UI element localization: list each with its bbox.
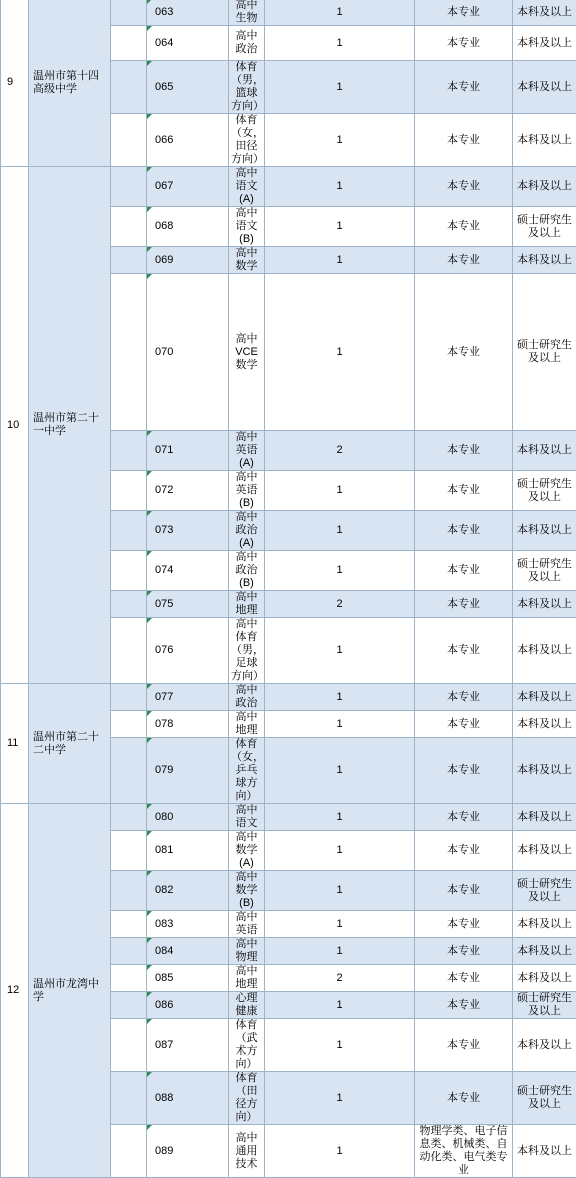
subject: 高中英语(B) xyxy=(229,471,265,511)
position-code: 069 xyxy=(147,247,229,274)
subject: 体育（女，田径方向） xyxy=(229,114,265,167)
subject: 高中语文 xyxy=(229,804,265,831)
subject: 高中语文(A) xyxy=(229,167,265,207)
subject: 高中体育（男，足球方向） xyxy=(229,618,265,684)
hire-count: 1 xyxy=(265,804,415,831)
subject: 高中数学 xyxy=(229,247,265,274)
code-marker-cell xyxy=(111,114,147,167)
hire-count: 1 xyxy=(265,26,415,61)
education-requirement: 本科及以上 xyxy=(513,804,576,831)
subject: 高中英语 xyxy=(229,911,265,938)
education-requirement: 本科及以上 xyxy=(513,965,576,992)
position-code: 064 xyxy=(147,26,229,61)
education-requirement: 本科及以上 xyxy=(513,831,576,871)
position-code: 070 xyxy=(147,274,229,431)
education-requirement: 本科及以上 xyxy=(513,711,576,738)
group-index: 11 xyxy=(1,684,29,804)
code-marker-cell xyxy=(111,167,147,207)
subject: 体育（田径方向） xyxy=(229,1072,265,1125)
subject: 高中地理 xyxy=(229,711,265,738)
hire-count: 1 xyxy=(265,274,415,431)
education-requirement: 本科及以上 xyxy=(513,684,576,711)
position-code: 065 xyxy=(147,61,229,114)
education-requirement: 本科及以上 xyxy=(513,911,576,938)
subject: 体育（武术方向） xyxy=(229,1019,265,1072)
major-requirement: 本专业 xyxy=(415,471,513,511)
code-marker-cell xyxy=(111,471,147,511)
subject: 高中政治 xyxy=(229,684,265,711)
education-requirement: 本科及以上 xyxy=(513,247,576,274)
major-requirement: 本专业 xyxy=(415,551,513,591)
major-requirement: 物理学类、电子信息类、机械类、自动化类、电气类专业 xyxy=(415,1125,513,1178)
education-requirement: 本科及以上 xyxy=(513,591,576,618)
education-requirement: 本科及以上 xyxy=(513,167,576,207)
hire-count: 1 xyxy=(265,911,415,938)
hire-count: 1 xyxy=(265,167,415,207)
position-code: 080 xyxy=(147,804,229,831)
subject: 高中物理 xyxy=(229,938,265,965)
school-name: 温州市第十四高级中学 xyxy=(29,0,111,167)
code-marker-cell xyxy=(111,938,147,965)
position-code: 085 xyxy=(147,965,229,992)
education-requirement: 本科及以上 xyxy=(513,0,576,26)
subject: 高中VCE数学 xyxy=(229,274,265,431)
education-requirement: 本科及以上 xyxy=(513,618,576,684)
subject: 高中政治(A) xyxy=(229,511,265,551)
major-requirement: 本专业 xyxy=(415,431,513,471)
group-index: 12 xyxy=(1,804,29,1178)
code-marker-cell xyxy=(111,1019,147,1072)
table-row xyxy=(1,0,576,26)
subject: 高中地理 xyxy=(229,591,265,618)
education-requirement: 硕士研究生及以上 xyxy=(513,471,576,511)
code-marker-cell xyxy=(111,738,147,804)
table-row xyxy=(1,804,576,831)
hire-count: 1 xyxy=(265,1072,415,1125)
code-marker-cell xyxy=(111,804,147,831)
hire-count: 1 xyxy=(265,1125,415,1178)
major-requirement: 本专业 xyxy=(415,711,513,738)
hire-count: 1 xyxy=(265,471,415,511)
subject: 高中语文(B) xyxy=(229,207,265,247)
code-marker-cell xyxy=(111,831,147,871)
position-code: 087 xyxy=(147,1019,229,1072)
code-marker-cell xyxy=(111,61,147,114)
school-name: 温州市第二十二中学 xyxy=(29,684,111,804)
subject: 高中数学(B) xyxy=(229,871,265,911)
table-body xyxy=(1,0,576,1178)
hire-count: 1 xyxy=(265,871,415,911)
education-requirement: 本科及以上 xyxy=(513,738,576,804)
code-marker-cell xyxy=(111,591,147,618)
hire-count: 2 xyxy=(265,591,415,618)
hire-count: 1 xyxy=(265,684,415,711)
major-requirement: 本专业 xyxy=(415,591,513,618)
school-name: 温州市龙湾中学 xyxy=(29,804,111,1178)
hire-count: 1 xyxy=(265,992,415,1019)
code-marker-cell xyxy=(111,431,147,471)
position-code: 078 xyxy=(147,711,229,738)
code-marker-cell xyxy=(111,1072,147,1125)
subject: 高中政治 xyxy=(229,26,265,61)
major-requirement: 本专业 xyxy=(415,871,513,911)
hire-count: 2 xyxy=(265,431,415,471)
major-requirement: 本专业 xyxy=(415,804,513,831)
major-requirement: 本专业 xyxy=(415,831,513,871)
education-requirement: 本科及以上 xyxy=(513,1019,576,1072)
hire-count: 1 xyxy=(265,0,415,26)
hire-count: 1 xyxy=(265,61,415,114)
position-code: 063 xyxy=(147,0,229,26)
subject: 体育（女，乒乓球方向） xyxy=(229,738,265,804)
position-code: 084 xyxy=(147,938,229,965)
position-code: 073 xyxy=(147,511,229,551)
education-requirement: 硕士研究生及以上 xyxy=(513,992,576,1019)
major-requirement: 本专业 xyxy=(415,618,513,684)
position-code: 071 xyxy=(147,431,229,471)
education-requirement: 本科及以上 xyxy=(513,938,576,965)
table-row xyxy=(1,167,576,207)
major-requirement: 本专业 xyxy=(415,114,513,167)
position-code: 077 xyxy=(147,684,229,711)
hire-count: 2 xyxy=(265,965,415,992)
position-code: 079 xyxy=(147,738,229,804)
education-requirement: 本科及以上 xyxy=(513,26,576,61)
code-marker-cell xyxy=(111,551,147,591)
position-code: 074 xyxy=(147,551,229,591)
education-requirement: 本科及以上 xyxy=(513,511,576,551)
group-index: 9 xyxy=(1,0,29,167)
hire-count: 1 xyxy=(265,1019,415,1072)
code-marker-cell xyxy=(111,992,147,1019)
major-requirement: 本专业 xyxy=(415,911,513,938)
hire-count: 1 xyxy=(265,738,415,804)
subject: 高中政治(B) xyxy=(229,551,265,591)
education-requirement: 本科及以上 xyxy=(513,1125,576,1178)
hire-count: 1 xyxy=(265,618,415,684)
major-requirement: 本专业 xyxy=(415,61,513,114)
position-code: 081 xyxy=(147,831,229,871)
position-code: 067 xyxy=(147,167,229,207)
code-marker-cell xyxy=(111,1125,147,1178)
position-code: 089 xyxy=(147,1125,229,1178)
major-requirement: 本专业 xyxy=(415,247,513,274)
code-marker-cell xyxy=(111,871,147,911)
code-marker-cell xyxy=(111,911,147,938)
position-code: 083 xyxy=(147,911,229,938)
major-requirement: 本专业 xyxy=(415,26,513,61)
code-marker-cell xyxy=(111,0,147,26)
table-row xyxy=(1,684,576,711)
major-requirement: 本专业 xyxy=(415,511,513,551)
code-marker-cell xyxy=(111,965,147,992)
code-marker-cell xyxy=(111,618,147,684)
major-requirement: 本专业 xyxy=(415,965,513,992)
major-requirement: 本专业 xyxy=(415,1019,513,1072)
education-requirement: 本科及以上 xyxy=(513,61,576,114)
hire-count: 1 xyxy=(265,207,415,247)
hire-count: 1 xyxy=(265,247,415,274)
subject: 高中生物 xyxy=(229,0,265,26)
education-requirement: 硕士研究生及以上 xyxy=(513,207,576,247)
major-requirement: 本专业 xyxy=(415,167,513,207)
major-requirement: 本专业 xyxy=(415,1072,513,1125)
hire-count: 1 xyxy=(265,114,415,167)
subject: 高中地理 xyxy=(229,965,265,992)
subject: 高中英语(A) xyxy=(229,431,265,471)
hire-count: 1 xyxy=(265,938,415,965)
education-requirement: 硕士研究生及以上 xyxy=(513,274,576,431)
position-code: 086 xyxy=(147,992,229,1019)
hire-count: 1 xyxy=(265,511,415,551)
position-code: 088 xyxy=(147,1072,229,1125)
major-requirement: 本专业 xyxy=(415,0,513,26)
code-marker-cell xyxy=(111,26,147,61)
code-marker-cell xyxy=(111,274,147,431)
major-requirement: 本专业 xyxy=(415,207,513,247)
education-requirement: 硕士研究生及以上 xyxy=(513,871,576,911)
code-marker-cell xyxy=(111,247,147,274)
group-index: 10 xyxy=(1,167,29,684)
subject: 高中数学(A) xyxy=(229,831,265,871)
position-code: 066 xyxy=(147,114,229,167)
major-requirement: 本专业 xyxy=(415,938,513,965)
code-marker-cell xyxy=(111,711,147,738)
position-code: 075 xyxy=(147,591,229,618)
code-marker-cell xyxy=(111,684,147,711)
subject: 心理健康 xyxy=(229,992,265,1019)
position-code: 068 xyxy=(147,207,229,247)
school-name: 温州市第二十一中学 xyxy=(29,167,111,684)
position-code: 082 xyxy=(147,871,229,911)
position-code: 076 xyxy=(147,618,229,684)
subject: 高中通用技术 xyxy=(229,1125,265,1178)
position-code: 072 xyxy=(147,471,229,511)
education-requirement: 硕士研究生及以上 xyxy=(513,1072,576,1125)
major-requirement: 本专业 xyxy=(415,274,513,431)
code-marker-cell xyxy=(111,511,147,551)
major-requirement: 本专业 xyxy=(415,992,513,1019)
education-requirement: 硕士研究生及以上 xyxy=(513,551,576,591)
hire-count: 1 xyxy=(265,551,415,591)
major-requirement: 本专业 xyxy=(415,738,513,804)
hire-count: 1 xyxy=(265,711,415,738)
major-requirement: 本专业 xyxy=(415,684,513,711)
subject: 体育（男，篮球方向） xyxy=(229,61,265,114)
hire-count: 1 xyxy=(265,831,415,871)
code-marker-cell xyxy=(111,207,147,247)
education-requirement: 本科及以上 xyxy=(513,114,576,167)
education-requirement: 本科及以上 xyxy=(513,431,576,471)
